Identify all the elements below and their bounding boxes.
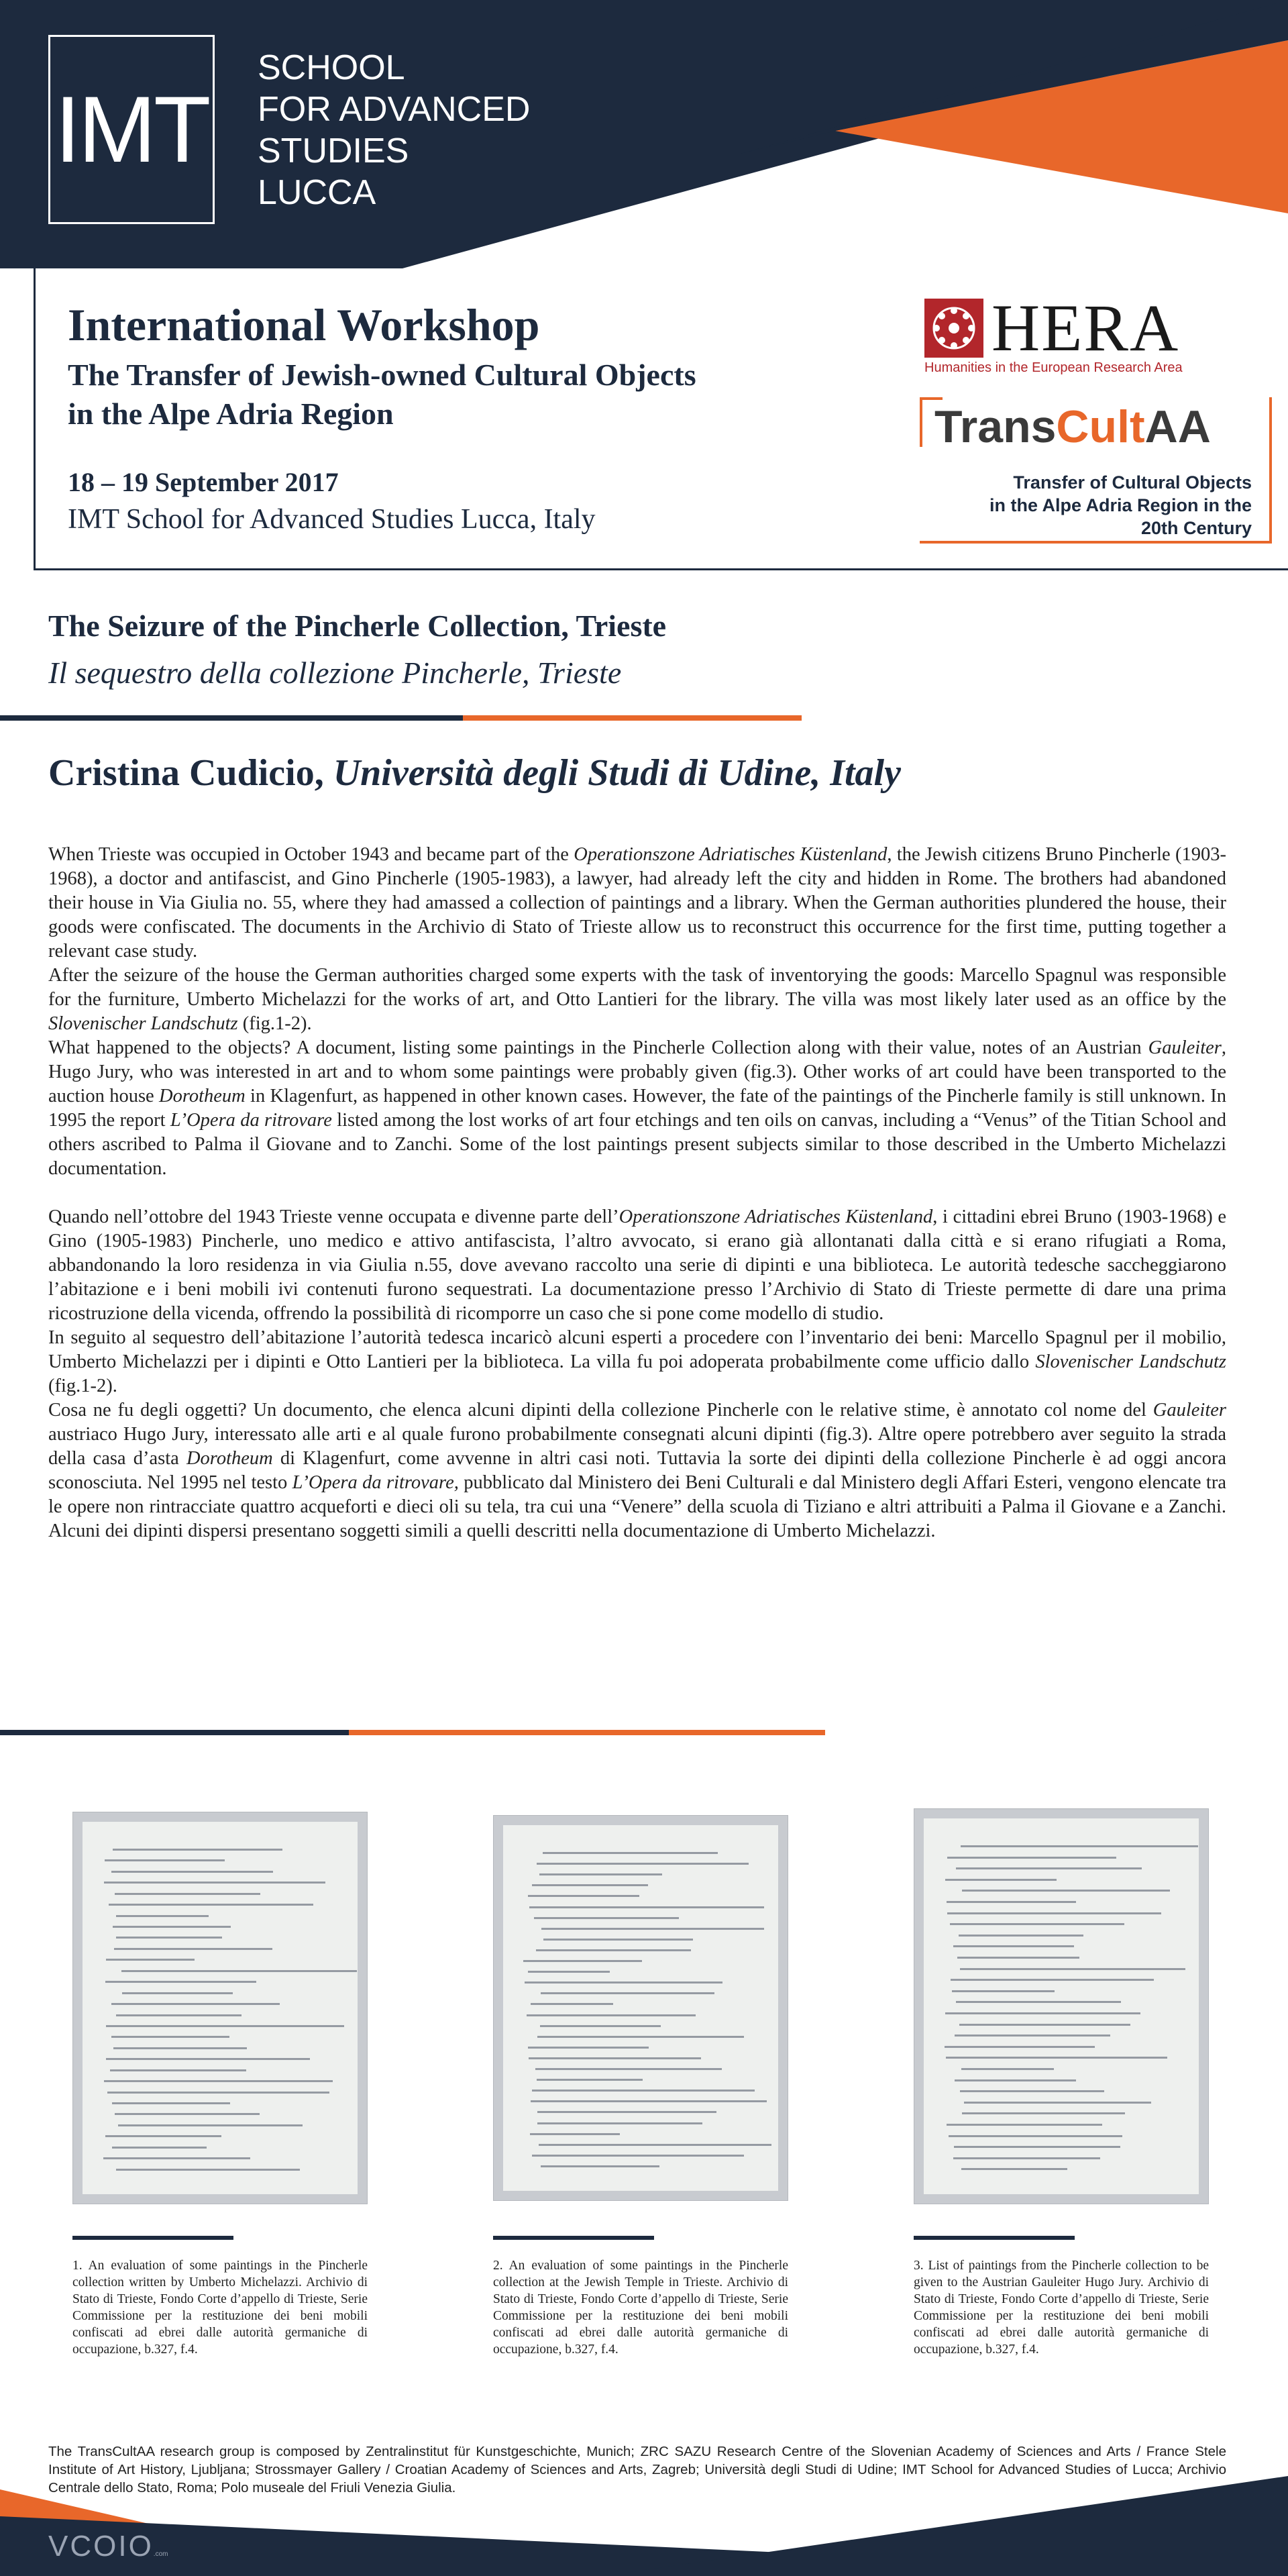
document-text-line xyxy=(105,1981,257,1983)
document-text-line xyxy=(116,2169,300,2171)
document-text-line xyxy=(953,1945,1074,1947)
document-text-line xyxy=(106,2058,310,2060)
speaker xyxy=(48,752,901,794)
document-text-line xyxy=(952,1990,1055,1992)
document-text-line xyxy=(537,2079,643,2081)
abstract-paragraph xyxy=(48,1326,1226,1398)
document-text-line xyxy=(945,2046,1095,2048)
document-text-line xyxy=(116,2014,241,2016)
document-paper xyxy=(503,1825,778,2191)
paragraph-gap xyxy=(48,1181,1226,1205)
transcultaa-description-line: Transfer of Cultural Objects xyxy=(1013,472,1252,493)
document-text-line xyxy=(961,1845,1198,1847)
school-name-line: FOR ADVANCED xyxy=(258,90,531,129)
italic-term: Dorotheum xyxy=(158,1086,246,1106)
abstract-paragraph xyxy=(48,1205,1226,1326)
document-text-line xyxy=(962,1890,1170,1892)
workshop-subtitle-line: The Transfer of Jewish-owned Cultural Objects xyxy=(68,358,696,392)
abstract-paragraph xyxy=(48,843,1226,964)
transcultaa-name-part: AA xyxy=(1144,401,1211,452)
speaker-name: Cristina Cudicio, xyxy=(48,752,333,794)
document-text-line xyxy=(115,1893,261,1895)
school-name xyxy=(258,47,530,213)
vcoio-brand: VCOIO xyxy=(48,2530,154,2563)
document-text-line xyxy=(532,2090,755,2092)
abstract-paragraph xyxy=(48,1398,1226,1543)
document-text-line xyxy=(956,2001,1121,2003)
document-text-line xyxy=(112,2147,207,2149)
document-text-line xyxy=(946,2057,1167,2059)
document-text-line xyxy=(529,2057,701,2059)
text-run: Quando nell’ottobre del 1943 Trieste venne occupata e divenne parte dell’ xyxy=(48,1206,619,1227)
school-name-line: LUCCA xyxy=(258,173,376,212)
document-text-line xyxy=(104,1882,325,1884)
italic-term: Gauleiter xyxy=(1148,1037,1222,1058)
document-text-line xyxy=(111,2036,229,2038)
transcultaa-name-part: Trans xyxy=(934,401,1057,452)
transcultaa-name xyxy=(934,401,1211,453)
text-run: In seguito al sequestro dell’abitazione l’autorità tedesca incaricò alcuni esperti a procedere con l’inventario dei beni: Marcello Spagnul per il mobilio, Umberto Michelazzi per i dipinti e Otto Lantieri per la biblioteca. La villa fu poi adoperata probabilmente come ufficio dallo xyxy=(48,1327,1226,1372)
workshop-dates: 18 – 19 September 2017 xyxy=(68,467,339,497)
italic-term: L’Opera da ritrovare, xyxy=(292,1472,459,1493)
italic-term: Slovenischer Landschutz xyxy=(48,1013,238,1034)
document-text-line xyxy=(954,2146,1120,2148)
document-text-line xyxy=(945,1879,1057,1881)
divider xyxy=(463,715,802,721)
caption-rule xyxy=(493,2236,654,2240)
hera-name: HERA xyxy=(991,291,1180,365)
text-run: listed among the lost works of art four etchings and ten oils on canvas, including a “Venus” of the Titian School and others ascribed to Palma il Giovane and to Zanchi. Some of the lost paintings present subjects similar to those described in the Umberto Michelazzi documentation. xyxy=(48,1110,1226,1179)
text-run: , i cittadini ebrei Bruno (1903-1968) e Gino (1905-1983) Pincherle, uno medico e attivo antifascista, l’altro avvocato, si erano già allontanati dalla città e si erano rifugiati a Roma, abbandonando la loro residenza in via Giulia n.55, dove avevano raccolto una serie di dipinti e una biblioteca. Le autorità tedesche saccheggiarono l’abitazione e i beni mobili ivi contenuti furono sequestrati. La documentazione presso l’Archivio di Stato di Trieste permette di dare una prima ricostruzione della vicenda, offrendo la possibilità di ricomporre un caso che si pone come modello di studio. xyxy=(48,1206,1226,1324)
document-text-line xyxy=(947,2124,1102,2126)
document-text-line xyxy=(115,2113,260,2115)
document-text-line xyxy=(945,2012,1140,2014)
document-text-line xyxy=(947,1912,1161,1914)
document-text-line xyxy=(523,1960,642,1962)
document-text-line xyxy=(960,2090,1105,2092)
document-text-line xyxy=(537,2036,744,2038)
text-run: austriaco Hugo Jury, interessato alle arti e al quale furono probabilmente consegnati alcuni dipinti (fig.3). Altre opere potrebbero aver seguito la strada della casa d’asta xyxy=(48,1424,1226,1469)
document-text-line xyxy=(961,2168,1067,2170)
document-text-line xyxy=(950,1923,1124,1925)
hera-emblem-icon xyxy=(924,299,983,358)
document-text-line xyxy=(111,2003,280,2005)
document-text-line xyxy=(532,1884,648,1886)
document-text-line xyxy=(543,1852,718,1854)
divider xyxy=(349,1730,825,1735)
document-text-line xyxy=(528,2047,649,2049)
italic-term: Operationszone Adriatisches Küstenland xyxy=(574,844,888,865)
document-text-line xyxy=(955,2079,1076,2081)
text-run: After the seizure of the house the German authorities charged some experts with the task of inventorying the goods: Marcello Spagnul was responsible for the furniture, Umberto Michelazzi for the works of art, and Otto Lantieri for the library. The villa was most likely later used as an office by the xyxy=(48,965,1226,1010)
workshop-title: International Workshop xyxy=(68,299,540,350)
transcultaa-description-line: in the Alpe Adria Region in the xyxy=(989,495,1252,515)
workshop-subtitle-line: in the Alpe Adria Region xyxy=(68,397,394,431)
document-text-line xyxy=(116,1915,209,1917)
document-text-line xyxy=(541,2165,659,2167)
figure-2-caption: 2. An evaluation of some paintings in the Pincherle collection at the Jewish Temple in Trieste. Archivio di Stato di Trieste, Fondo Corte d’appello di Trieste, Serie Commissione per la restituzione dei beni mobili confiscati ad ebrei dalle autorità germaniche di occupazione, b.327, f.4. xyxy=(493,2259,788,2357)
document-text-line xyxy=(106,1959,195,1961)
abstract-body xyxy=(48,843,1226,1543)
document-text-line xyxy=(527,2014,695,2016)
document-text-line xyxy=(959,1935,1083,1937)
document-text-line xyxy=(955,2034,1111,2037)
transcultaa-description-line: 20th Century xyxy=(1140,518,1252,538)
document-text-line xyxy=(116,1937,222,1939)
document-text-line xyxy=(109,1904,314,1906)
imt-logo: IMT xyxy=(48,35,215,224)
figure-2-document-photo xyxy=(493,1815,788,2201)
talk-title-italian: Il sequestro della collezione Pincherle, Trieste xyxy=(48,656,622,690)
document-text-line xyxy=(949,2135,1122,2137)
footer-background xyxy=(0,2476,1288,2576)
workshop-info-panel xyxy=(34,268,1288,570)
figure-1-caption: 1. An evaluation of some paintings in the Pincherle collection written by Umberto Michelazzi. Archivio di Stato di Trieste, Fondo Corte d’appello di Trieste, Serie Commissione per la restituzione dei beni mobili confiscati ad ebrei dalle autorità germaniche di occupazione, b.327, f.4. xyxy=(72,2259,368,2357)
italic-term: Gauleiter xyxy=(1152,1400,1226,1421)
document-text-line xyxy=(961,2068,1054,2070)
document-text-line xyxy=(540,2025,661,2027)
hera-logo xyxy=(924,291,1253,379)
document-text-line xyxy=(957,1957,1079,1959)
document-text-line xyxy=(532,2155,745,2157)
school-name-line: SCHOOL xyxy=(258,48,405,87)
document-paper xyxy=(924,1818,1199,2194)
figure-1-document-photo xyxy=(72,1812,368,2204)
vcoio-brand-suffix: .com xyxy=(153,2551,168,2558)
text-run: pubblicato dal Ministero dei Beni Culturali e dal Ministero degli Affari Esteri, vengono elencate tra le opere non rintracciate quattro acqueforti e dieci oli su tela, tra cui una “Venere” della scuola di Tiziano e altri attribuiti a Palma il Giovane e a Zanchi. Alcuni dei dipinti dispersi presentano soggetti simili a quelli descritti nella documentazione di Umberto Michelazzi. xyxy=(48,1472,1226,1541)
divider xyxy=(0,1730,349,1735)
document-text-line xyxy=(111,1871,273,1873)
document-text-line xyxy=(105,2135,221,2137)
document-text-line xyxy=(541,1992,714,1994)
italic-term: Operationszone Adriatisches Küstenland xyxy=(619,1206,933,1227)
document-text-line xyxy=(531,2003,613,2005)
document-paper xyxy=(83,1822,358,2194)
document-text-line xyxy=(528,1971,610,1973)
text-run: , Hugo Jury, who was interested in art and to whom some paintings were probably given (fig.3). Other works of art could have been transported to the auction house xyxy=(48,1037,1226,1106)
document-text-line xyxy=(525,1981,722,1983)
abstract-english xyxy=(48,843,1226,1181)
document-text-line xyxy=(529,1906,764,1908)
document-text-line xyxy=(962,2112,1124,2114)
text-run: in Klagenfurt, as happened in other known cases. However, the fate of the paintings of the Pincherle family is still unknown. In 1995 the report xyxy=(48,1086,1226,1131)
transcultaa-logo xyxy=(920,397,1272,544)
document-text-line xyxy=(113,1926,231,1928)
document-text-line xyxy=(106,2025,344,2027)
document-text-line xyxy=(112,2102,230,2104)
figure-3-caption: 3. List of paintings from the Pincherle collection to be given to the Austrian Gauleiter Hugo Jury. Archivio di Stato di Trieste, Fondo Corte d’appello di Trieste, Serie Commissione per la restituzione dei beni mobili confiscati ad ebrei dalle autorità germaniche di occupazione, b.327, f.4. xyxy=(914,2259,1209,2357)
talk-title-english: The Seizure of the Pincherle Collection, Trieste xyxy=(48,609,667,643)
text-run: , the Jewish citizens Bruno Pincherle (1903-1968), a doctor and antifascist, and Gino Pincherle (1905-1983), a lawyer, had already left the city and hidden in Rome. The brothers had abandoned their house in Via Giulia no. 55, where they had amassed a collection of paintings and a library. When the German authorities plundered the house, their goods were confiscated. The documents in the Archivio di Stato of Trieste allow us to reconstruct this occurrence for the first time, putting together a relevant case study. xyxy=(48,844,1226,962)
document-text-line xyxy=(964,2102,1151,2104)
document-text-line xyxy=(114,1948,272,1950)
abstract-paragraph xyxy=(48,1036,1226,1181)
document-text-line xyxy=(531,2100,767,2102)
document-text-line xyxy=(121,1970,357,1972)
figure-3-document-photo xyxy=(914,1808,1209,2204)
workshop-venue: IMT School for Advanced Studies Lucca, Italy xyxy=(68,504,596,535)
italic-term: L’Opera da ritrovare xyxy=(170,1110,332,1131)
document-text-line xyxy=(118,2124,303,2126)
document-text-line xyxy=(103,2157,250,2159)
text-run: When Trieste was occupied in October 1943 and became part of the xyxy=(48,844,574,865)
document-text-line xyxy=(105,1859,224,1861)
document-text-line xyxy=(113,2047,247,2049)
vcoio-logo xyxy=(48,2530,168,2563)
document-text-line xyxy=(104,2080,332,2082)
text-run: di Klagenfurt, come avvenne in altri casi noti. Tuttavia la sorte dei dipinti della collezione Pincherle è ad oggi ancora sconosciuta. Nel 1995 nel testo xyxy=(48,1448,1226,1493)
document-text-line xyxy=(947,1901,1076,1903)
document-text-line xyxy=(947,1857,1116,1859)
document-text-line xyxy=(534,1917,679,1919)
italic-term: Slovenischer Landschutz xyxy=(1035,1351,1226,1372)
school-name-line: STUDIES xyxy=(258,132,409,170)
document-text-line xyxy=(951,1979,1153,1981)
document-text-line xyxy=(537,1863,749,1865)
footer-partners-text: The TransCultAA research group is composed by Zentralinstitut für Kunstgeschichte, Munich; ZRC SAZU Research Centre of the Slovenian Academy of Sciences and Arts / France Stele Institute of Art History, Ljubljana; Strossmayer Gallery / Croatian Academy of Sciences and Arts, Zagreb; Università degli Studi di Udine; IMT School for Advanced Studies of Lucca; Archivio Centrale dello Stato, Roma; Polo museale del Friuli Venezia Giulia. xyxy=(48,2444,1226,2495)
speaker-affiliation: Università degli Studi di Udine, Italy xyxy=(333,752,901,794)
document-text-line xyxy=(541,1928,764,1930)
italic-term: Dorotheum xyxy=(186,1448,273,1469)
text-run: Cosa ne fu degli oggetti? Un documento, che elenca alcuni dipinti della collezione Pincherle con le relative stime, è annotato col nome del xyxy=(48,1400,1153,1421)
document-text-line xyxy=(539,1873,662,1875)
document-text-line xyxy=(535,2068,722,2070)
hera-tagline: Humanities in the European Research Area xyxy=(924,360,1183,375)
document-text-line xyxy=(122,1992,233,1994)
caption-rule xyxy=(72,2236,233,2240)
document-text-line xyxy=(956,1867,1142,1869)
divider xyxy=(0,715,463,721)
document-text-line xyxy=(960,1968,1185,1970)
document-text-line xyxy=(113,1849,282,1851)
abstract-paragraph xyxy=(48,964,1226,1036)
document-text-line xyxy=(537,2122,702,2124)
text-run: (fig.1-2). xyxy=(237,1013,312,1034)
document-text-line xyxy=(959,2024,1131,2026)
document-text-line xyxy=(543,1939,694,1941)
document-text-line xyxy=(107,2092,329,2094)
document-text-line xyxy=(536,1949,690,1951)
workshop-subtitle xyxy=(68,356,772,433)
caption-rule xyxy=(914,2236,1075,2240)
document-text-line xyxy=(110,2069,246,2071)
document-text-line xyxy=(539,2144,771,2146)
transcultaa-description xyxy=(920,471,1252,539)
document-text-line xyxy=(528,1895,639,1897)
document-text-line xyxy=(953,2157,1100,2159)
document-text-line xyxy=(537,2111,716,2113)
document-text-line xyxy=(530,2133,620,2135)
text-run: What happened to the objects? A document, listing some paintings in the Pincherle Collection along with their value, notes of an Austrian xyxy=(48,1037,1148,1058)
text-run: (fig.1-2). xyxy=(48,1376,117,1396)
transcultaa-name-part: Cult xyxy=(1056,401,1145,452)
abstract-italian xyxy=(48,1205,1226,1543)
